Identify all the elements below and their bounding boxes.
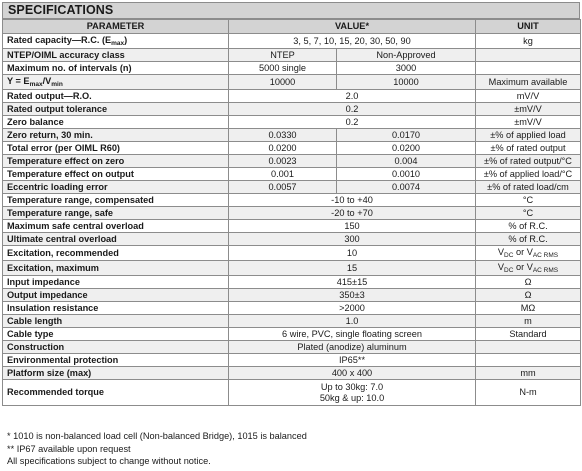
parameter-cell: Temperature effect on output: [3, 168, 229, 181]
value-cell: 415±15: [229, 276, 476, 289]
unit-cell: Ω: [476, 276, 581, 289]
parameter-cell: Total error (per OIML R60): [3, 142, 229, 155]
value-cell-1010: 0.0200: [229, 142, 337, 155]
table-row: [3, 207, 581, 220]
footnote: All specifications subject to change without notice.: [7, 456, 211, 467]
unit-cell: kg: [476, 34, 581, 49]
table-row: [3, 142, 581, 155]
value-cell: 0.2: [229, 103, 476, 116]
table-row: [3, 116, 581, 129]
table-row: [3, 289, 581, 302]
unit-cell: N-m: [476, 380, 581, 406]
parameter-cell: Temperature range, compensated: [3, 194, 229, 207]
unit-cell: % of R.C.: [476, 233, 581, 246]
value-cell: 10: [229, 246, 476, 261]
value-cell-1010: NTEP: [229, 49, 337, 62]
value-cell: 1.0: [229, 315, 476, 328]
specifications-panel: [2, 2, 580, 467]
unit-cell: MΩ: [476, 302, 581, 315]
table-row: [3, 315, 581, 328]
value-cell-1015: 0.0200: [337, 142, 476, 155]
parameter-cell: Environmental protection: [3, 354, 229, 367]
parameter-cell: Ultimate central overload: [3, 233, 229, 246]
value-cell: 0.2: [229, 116, 476, 129]
unit-cell: Standard: [476, 328, 581, 341]
value-cell: Plated (anodize) aluminum: [229, 341, 476, 354]
parameter-cell: $Y = E_{max}/V_{min}$: [3, 75, 229, 90]
value-cell: 2.0: [229, 90, 476, 103]
table-row: [3, 62, 581, 75]
parameter-cell: Maximum no. of intervals (n): [3, 62, 229, 75]
specifications-table: [2, 19, 581, 406]
value-line: Up to 30kg: 7.0: [320, 381, 384, 392]
value-cell: 3, 5, 7, 10, 15, 20, 30, 50, 90: [229, 34, 476, 49]
table-row: [3, 246, 581, 261]
value-cell-1015: 0.004: [337, 155, 476, 168]
parameter-cell: Excitation, recommended: [3, 246, 229, 261]
table-header-row: [3, 20, 581, 34]
footnote: * 1010 is non-balanced load cell (Non-balanced Bridge), 1015 is balanced: [7, 431, 307, 441]
header-parameter: PARAMETER: [3, 20, 229, 34]
unit-cell: ±% of applied load: [476, 129, 581, 142]
value-cell: 350±3: [229, 289, 476, 302]
unit-cell: [476, 341, 581, 354]
unit-cell: ±% of rated output: [476, 142, 581, 155]
header-value: VALUE*: [229, 20, 476, 34]
table-row: [3, 103, 581, 116]
parameter-cell: Platform size (max): [3, 367, 229, 380]
parameter-cell: Input impedance: [3, 276, 229, 289]
parameter-cell: Rated capacity—R.C. $(E_{max})$: [3, 34, 229, 49]
value-cell: 15: [229, 261, 476, 276]
unit-cell: m: [476, 315, 581, 328]
parameter-cell: Temperature effect on zero: [3, 155, 229, 168]
parameter-cell: Temperature range, safe: [3, 207, 229, 220]
table-row: [3, 276, 581, 289]
unit-cell: Maximum available: [476, 75, 581, 90]
unit-cell: Ω: [476, 289, 581, 302]
table-row: [3, 261, 581, 276]
parameter-cell: Recommended torque: [3, 380, 229, 406]
value-cell-1010: 10000: [229, 75, 337, 90]
unit-cell: °C: [476, 207, 581, 220]
value-cell: -10 to +40: [229, 194, 476, 207]
unit-cell: ±mV/V: [476, 116, 581, 129]
value-cell-1015: 10000: [337, 75, 476, 90]
parameter-cell: Rated output tolerance: [3, 103, 229, 116]
value-cell-1015: 0.0010: [337, 168, 476, 181]
unit-cell: % of R.C.: [476, 220, 581, 233]
parameter-cell: Insulation resistance: [3, 302, 229, 315]
value-cell-1010: 0.0023: [229, 155, 337, 168]
parameter-cell: Maximum safe central overload: [3, 220, 229, 233]
parameter-cell: Cable length: [3, 315, 229, 328]
table-row: [3, 302, 581, 315]
value-cell-1010: 5000 single: [229, 62, 337, 75]
unit-cell: ±mV/V: [476, 103, 581, 116]
parameter-cell: Zero balance: [3, 116, 229, 129]
header-unit: UNIT: [476, 20, 581, 34]
value-cell-1015: 0.0074: [337, 181, 476, 194]
unit-cell: °C: [476, 194, 581, 207]
table-row: [3, 34, 581, 49]
value-cell-1015: Non-Approved: [337, 49, 476, 62]
unit-cell: [476, 62, 581, 75]
table-row: [3, 233, 581, 246]
parameter-cell: Output impedance: [3, 289, 229, 302]
table-row: [3, 129, 581, 142]
table-row: [3, 328, 581, 341]
value-cell: [229, 380, 476, 406]
value-cell: >2000: [229, 302, 476, 315]
table-row: [3, 220, 581, 233]
parameter-cell: NTEP/OIML accuracy class: [3, 49, 229, 62]
parameter-cell: Cable type: [3, 328, 229, 341]
table-row: [3, 49, 581, 62]
unit-cell: ±% of rated load/cm: [476, 181, 581, 194]
unit-cell: ±% of applied load/°C: [476, 168, 581, 181]
table-row: [3, 354, 581, 367]
table-row: [3, 380, 581, 406]
unit-cell: $V_{DC}$ or $V_{AC RMS}$: [476, 261, 581, 276]
value-cell: 400 x 400: [229, 367, 476, 380]
table-row: [3, 181, 581, 194]
value-cell: IP65**: [229, 354, 476, 367]
parameter-cell: Zero return, 30 min.: [3, 129, 229, 142]
value-cell-1010: 0.0057: [229, 181, 337, 194]
value-cell-1010: 0.0330: [229, 129, 337, 142]
unit-cell: mm: [476, 367, 581, 380]
footnotes: [7, 430, 307, 468]
table-row: [3, 367, 581, 380]
table-row: [3, 75, 581, 90]
value-cell: -20 to +70: [229, 207, 476, 220]
parameter-cell: Eccentric loading error: [3, 181, 229, 194]
parameter-cell: Excitation, maximum: [3, 261, 229, 276]
unit-cell: mV/V: [476, 90, 581, 103]
table-row: [3, 194, 581, 207]
specifications-title: SPECIFICATIONS: [2, 2, 580, 19]
unit-cell: [476, 49, 581, 62]
footnote: ** IP67 available upon request: [7, 443, 131, 454]
value-cell-1010: 0.001: [229, 168, 337, 181]
value-cell: 6 wire, PVC, single floating screen: [229, 328, 476, 341]
parameter-cell: Rated output—R.O.: [3, 90, 229, 103]
parameter-cell: Construction: [3, 341, 229, 354]
value-cell: 300: [229, 233, 476, 246]
unit-cell: ±% of rated output/°C: [476, 155, 581, 168]
value-cell-1015: 3000: [337, 62, 476, 75]
unit-cell: [476, 354, 581, 367]
table-row: [3, 168, 581, 181]
value-cell-1015: 0.0170: [337, 129, 476, 142]
value-line: 50kg & up: 10.0: [319, 392, 385, 403]
table-row: [3, 341, 581, 354]
unit-cell: $V_{DC}$ or $V_{AC RMS}$: [476, 246, 581, 261]
table-row: [3, 90, 581, 103]
table-row: [3, 155, 581, 168]
value-cell: 150: [229, 220, 476, 233]
